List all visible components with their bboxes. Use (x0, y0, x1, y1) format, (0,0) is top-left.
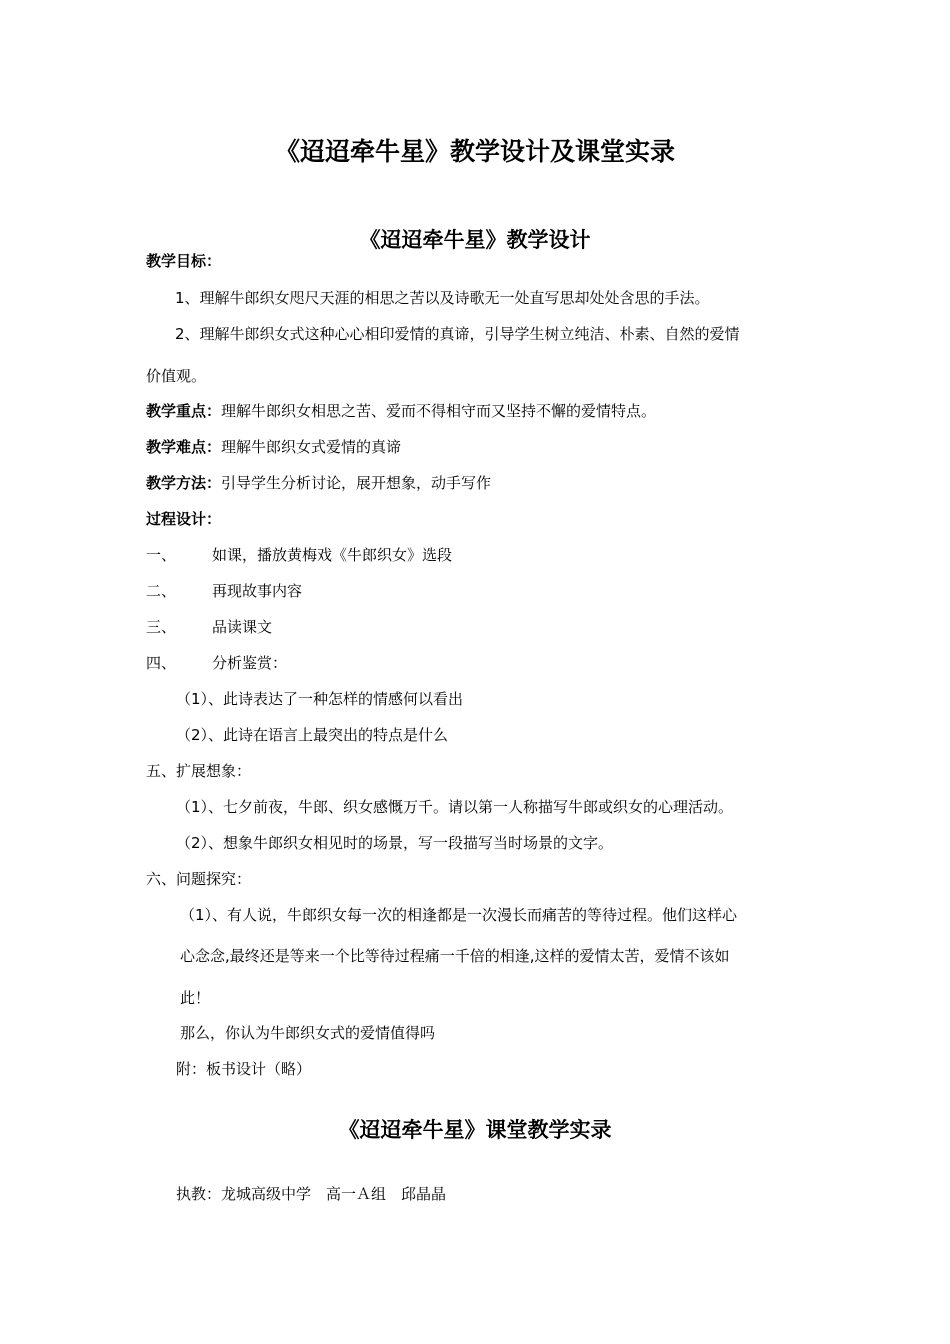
expand-item-1: （1）、七夕前夜，牛郎、织女感慨万千。请以第一人称描写牛郎或织女的心理活动。 (176, 798, 734, 816)
difficulty-point (146, 437, 401, 457)
step-number: 一、 (146, 546, 177, 564)
step-number: 四、 (146, 654, 177, 672)
difficulty-text: 理解牛郎织女式爱情的真谛 (221, 438, 402, 456)
analysis-item-1: （1）、此诗表达了一种怎样的情感何以看出 (176, 690, 464, 708)
step-2 (146, 581, 302, 601)
objective-1: 1、理解牛郎织女咫尺天涯的相思之苦以及诗歌无一处直写思却处处含思的手法。 (175, 289, 710, 307)
objectives-label: 教学目标： (146, 252, 222, 270)
expand-label: 五、扩展想象： (146, 762, 252, 780)
step-4 (146, 653, 287, 673)
key-point (146, 401, 656, 421)
method-text: 引导学生分析讨论，展开想象，动手写作 (221, 474, 492, 492)
step-text: 分析鉴赏： (212, 654, 288, 672)
inquiry-line-3: 此！ (180, 989, 211, 1007)
step-3 (146, 617, 272, 637)
step-text: 品读课文 (212, 618, 273, 636)
key-point-text: 理解牛郎织女相思之苦、爱而不得相守而又坚持不懈的爱情特点。 (221, 402, 657, 420)
design-section-title: 《迢迢牵牛星》教学设计 (359, 228, 591, 252)
teacher-line: 执教：龙城高级中学 高一Ａ组 邱晶晶 (176, 1185, 447, 1203)
document-title: 《迢迢牵牛星》教学设计及课堂实录 (274, 137, 675, 166)
expand-item-2: （2）、想象牛郎织女相见时的场景，写一段描写当时场景的文字。 (176, 834, 614, 852)
process-label: 过程设计： (146, 510, 222, 528)
analysis-item-2: （2）、此诗在语言上最突出的特点是什么 (176, 726, 449, 744)
step-number: 二、 (146, 582, 177, 600)
inquiry-question: 那么，你认为牛郎织女式的爱情值得吗 (180, 1024, 436, 1042)
step-text: 再现故事内容 (212, 582, 303, 600)
step-text: 如课，播放黄梅戏《牛郎织女》选段 (212, 546, 453, 564)
record-section-title: 《迢迢牵牛星》课堂教学实录 (338, 1118, 612, 1142)
inquiry-label: 六、问题探究： (146, 870, 252, 888)
key-point-label: 教学重点： (146, 402, 222, 420)
method-label: 教学方法： (146, 474, 222, 492)
inquiry-line-2: 心念念,最终还是等来一个比等待过程痛一千倍的相逢,这样的爱情太苦，爱情不该如 (180, 947, 730, 965)
step-1 (146, 545, 452, 565)
inquiry-line-1: （1）、有人说，牛郎织女每一次的相逢都是一次漫长而痛苦的等待过程。他们这样心 (180, 906, 738, 924)
appendix-note: 附：板书设计（略） (176, 1060, 312, 1078)
teaching-method (146, 473, 491, 493)
step-number: 三、 (146, 618, 177, 636)
objective-2-line2: 价值观。 (146, 367, 207, 385)
objective-2-line1: 2、理解牛郎织女式这种心心相印爱情的真谛，引导学生树立纯洁、朴素、自然的爱情 (175, 325, 740, 343)
difficulty-label: 教学难点： (146, 438, 222, 456)
